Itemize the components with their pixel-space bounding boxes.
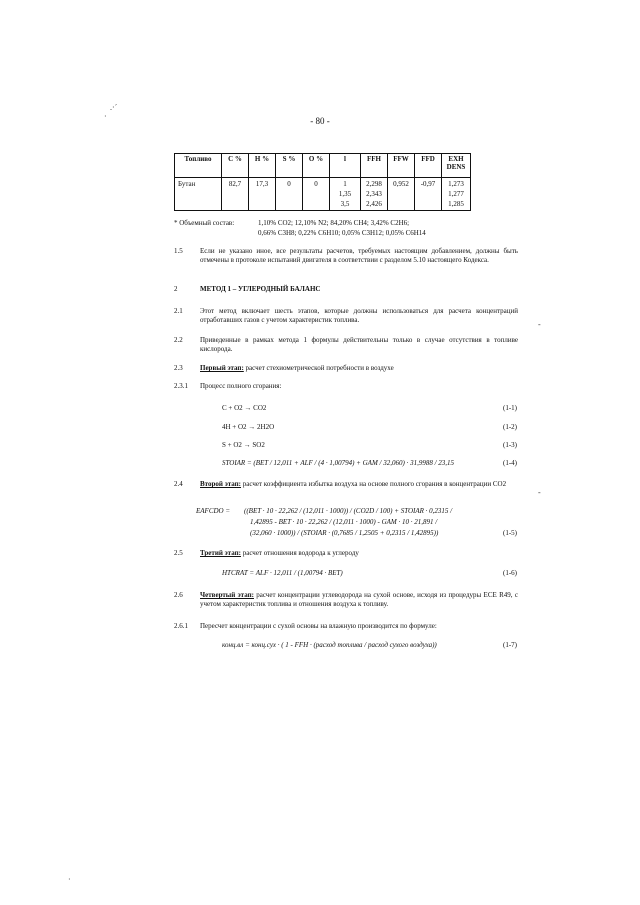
table-header-cell: Топливо [175, 154, 222, 178]
section-number: 2.4 [174, 480, 183, 488]
scan-artifact: · [104, 112, 107, 121]
page-number: - 80 - [310, 116, 330, 126]
scan-artifact: .·´ [110, 103, 118, 112]
section-number: 2.2 [174, 336, 183, 344]
table-header-row [175, 154, 471, 178]
equation: конц.вл = конц.сух · ( 1 - FFH · (расход топлива / расход сухого воздуха)) [222, 641, 437, 649]
table-cell: 17,3 [249, 178, 276, 211]
scan-artifact: - [538, 320, 541, 329]
equation-number: (1-5) [503, 529, 517, 537]
section-number: 1.5 [174, 247, 183, 255]
equation: S + O2 → SO2 [222, 441, 265, 449]
table-header-cell: H % [249, 154, 276, 178]
step-text: расчет концентрации углеводорода на сухой основе, исходя из процедуры ECE R49, с учетом характеристик топлива и отношения воздуха к топливу. [200, 591, 518, 608]
step-text: расчет отношения водорода к углероду [240, 549, 359, 557]
equation-number: (1-4) [503, 459, 517, 467]
equation-number: (1-2) [503, 423, 517, 431]
step-text: расчет стехиометрической потребности в воздухе [243, 364, 394, 372]
table-cell-value: 1,277 [448, 190, 464, 198]
section-heading: МЕТОД 1 – УГЛЕРОДНЫЙ БАЛАНС [200, 285, 321, 293]
table-header-cell: FFD [415, 154, 442, 178]
step-lead: Первый этап: [200, 364, 244, 372]
table-cell-value: 1,273 [448, 180, 464, 188]
table-cell: 0 [303, 178, 330, 211]
section-number: 2.5 [174, 549, 183, 557]
table-cell-value: 1 [343, 180, 347, 188]
table-cell [442, 178, 471, 211]
table-cell [361, 178, 388, 211]
paragraph: Этот метод включает шесть этапов, которые должны использоваться для расчета концентраций отработавших газов с учетом характеристик топлива. [200, 307, 518, 324]
table-header-cell: l [330, 154, 361, 178]
table-header-cell: S % [276, 154, 303, 178]
equation: HTCRAT = ALF · 12,011 / (1,00794 · BET) [222, 569, 343, 577]
table-header-cell: EXH DENS [442, 154, 471, 178]
table-row [175, 178, 471, 211]
table-header-cell: FFH [361, 154, 388, 178]
paragraph [200, 549, 359, 558]
equation: 4H + O2 → 2H2O [222, 423, 275, 431]
table-cell: -0,97 [415, 178, 442, 211]
section-number: 2.1 [174, 307, 183, 315]
paragraph: Процесс полного сгорания: [200, 382, 282, 390]
table-cell: 0,952 [388, 178, 415, 211]
paragraph [200, 480, 518, 489]
table-cell-value: 2,426 [366, 200, 382, 208]
equation-number: (1-7) [503, 641, 517, 649]
equation: C + O2 → CO2 [222, 404, 267, 412]
table-header-cell: O % [303, 154, 330, 178]
footnote-label: * Объемный состав: [174, 219, 235, 227]
equation-number: (1-1) [503, 404, 517, 412]
paragraph: Если не указано иное, все результаты расчетов, требуемых настоящим добавлением, должны быть отмечены в протоколе испытаний двигателя в соответствии с разделом 5.10 настоящего Кодекса. [200, 247, 518, 264]
step-lead: Второй этап: [200, 480, 242, 488]
table-cell: 82,7 [222, 178, 249, 211]
paragraph: Пересчет концентрации с сухой основы на влажную производится по формуле: [200, 622, 437, 630]
paragraph: Приведенные в рамках метода 1 формулы действительны только в случае отсутствия в топливе кислорода. [200, 336, 518, 353]
table-header-cell: FFW [388, 154, 415, 178]
section-number: 2.3 [174, 364, 183, 372]
equation-number: (1-6) [503, 569, 517, 577]
table-cell [330, 178, 361, 211]
table-cell: Бутан [175, 178, 222, 211]
scan-artifact: - [538, 488, 541, 497]
equation-number: (1-3) [503, 441, 517, 449]
equation: STOIAR = (BET / 12,011 + ALF / (4 · 1,00794) + GAM / 32,060) · 31,9988 / 23,15 [222, 459, 455, 467]
equation-line: ((BET · 10 · 22,262 / (12,011 · 1000)) / (CO2D / 100) + STOIAR · 0,2315 / [244, 507, 453, 515]
equation-lhs: EAFCDO = [196, 507, 231, 515]
section-number: 2.6.1 [174, 622, 188, 630]
step-lead: Четвертый этап: [200, 591, 254, 599]
footnote-line: 0,66% C3H8; 0,22% C6H10; 0,05% C3H12; 0,05% C6H14 [258, 229, 426, 237]
table-cell: 0 [276, 178, 303, 211]
paragraph [200, 364, 394, 373]
table-cell-value: 1,285 [448, 200, 464, 208]
section-number: 2 [174, 285, 178, 293]
equation-line: 1,42895 - BET · 10 · 22,262 / (12,011 · 1000) - GAM · 10 · 21,891 / [250, 518, 438, 526]
paragraph [200, 591, 518, 609]
table-cell-value: 2,343 [366, 190, 382, 198]
table-header-cell: C % [222, 154, 249, 178]
scan-artifact: · [68, 875, 71, 884]
table-cell-value: 3,5 [340, 200, 350, 208]
section-number: 2.6 [174, 591, 183, 599]
footnote-line: 1,10% CO2; 12,10% N2; 84,20% CH4; 3,42% C2H6; [258, 219, 410, 227]
section-number: 2.3.1 [174, 382, 188, 390]
step-text: расчет коэффициента избытка воздуха на основе полного сгорания в концентрации CO2 [241, 480, 507, 488]
fuel-properties-table [174, 153, 471, 211]
step-lead: Третий этап: [200, 549, 241, 557]
equation-line: (32,060 · 1000)) / (STOIAR · (0,7685 / 1,2505 + 0,2315 / 1,42895)) [250, 529, 439, 537]
table-cell-value: 2,298 [366, 180, 382, 188]
table-cell-value: 1,35 [338, 190, 352, 198]
